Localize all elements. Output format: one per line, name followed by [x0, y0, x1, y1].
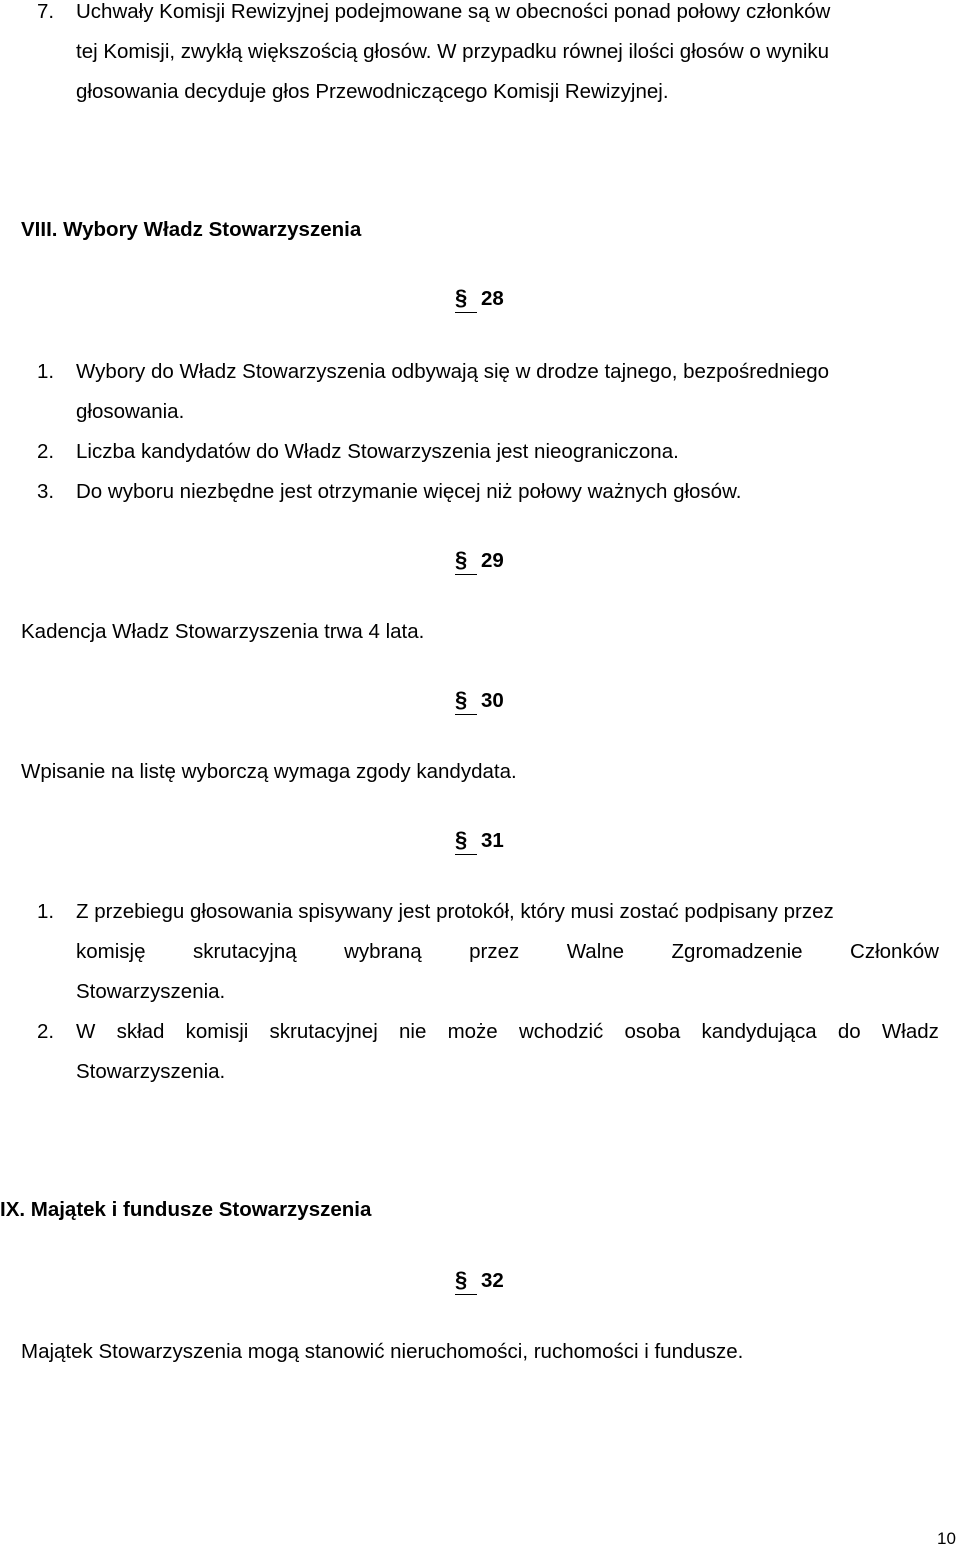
paragraph-heading-31	[455, 827, 504, 853]
word: wchodzić	[518, 1020, 604, 1043]
word: komisję	[76, 940, 146, 963]
word: W	[76, 1020, 96, 1043]
par28-item1-line1: Wybory do Władz Stowarzyszenia odbywają się w drodze tajnego, bezpośredniego	[76, 360, 830, 383]
list-number: 1.	[37, 900, 55, 923]
word: wybraną	[344, 940, 422, 963]
word: przez	[469, 940, 520, 963]
paragraph-number: 32	[481, 1269, 504, 1292]
section-sign-icon: §	[455, 285, 471, 311]
paragraph-number: 28	[481, 287, 504, 310]
par32-text: Majątek Stowarzyszenia mogą stanowić nieruchomości, ruchomości i fundusze.	[21, 1340, 744, 1363]
par31-item1-line3: Stowarzyszenia.	[76, 980, 226, 1003]
word: skład	[116, 1020, 165, 1043]
section-sign-icon: §	[455, 1267, 471, 1293]
par31-item2-line1	[76, 1022, 939, 1042]
par29-text: Kadencja Władz Stowarzyszenia trwa 4 lata.	[21, 620, 425, 643]
word: kandydująca	[701, 1020, 817, 1043]
section-sign-icon: §	[455, 547, 471, 573]
paragraph-number: 31	[481, 829, 504, 852]
item7-line-3: głosowania decyduje głos Przewodniczącego Komisji Rewizyjnej.	[76, 80, 669, 103]
word: może	[447, 1020, 498, 1043]
par30-text: Wpisanie na listę wyborczą wymaga zgody kandydata.	[21, 760, 517, 783]
word: Władz	[881, 1020, 939, 1043]
par31-item1-line2	[76, 942, 939, 962]
paragraph-heading-32	[455, 1267, 504, 1293]
par31-item2-line2: Stowarzyszenia.	[76, 1060, 226, 1083]
item7-line-2: tej Komisji, zwykłą większością głosów. W przypadku równej ilości głosów o wyniku	[76, 40, 830, 63]
section-sign-icon: §	[455, 687, 471, 713]
word: Zgromadzenie	[671, 940, 803, 963]
paragraph-number: 29	[481, 549, 504, 572]
word: Członków	[850, 940, 939, 963]
list-number: 7.	[37, 0, 55, 23]
section-heading-ix	[0, 1200, 371, 1220]
word: skrutacyjnej	[269, 1020, 378, 1043]
list-number: 2.	[37, 440, 55, 463]
par28-item2-line1: Liczba kandydatów do Władz Stowarzyszenia jest nieograniczona.	[76, 440, 679, 463]
paragraph-number: 30	[481, 689, 504, 712]
section-heading-ix-text: IX. Majątek i fundusze Stowarzyszenia	[0, 1198, 372, 1221]
paragraph-heading-30	[455, 687, 504, 713]
paragraph-heading-28	[455, 285, 504, 311]
list-number: 1.	[37, 360, 55, 383]
section-heading-viii	[21, 220, 361, 240]
word: do	[837, 1020, 861, 1043]
list-number: 2.	[37, 1020, 55, 1043]
paragraph-heading-29	[455, 547, 504, 573]
item7-line-1: Uchwały Komisji Rewizyjnej podejmowane są w obecności ponad połowy członków	[76, 0, 831, 23]
word: nie	[399, 1020, 427, 1043]
word: osoba	[624, 1020, 681, 1043]
word: skrutacyjną	[192, 940, 297, 963]
section-sign-icon: §	[455, 827, 471, 853]
word: Walne	[566, 940, 625, 963]
par31-item1-line1: Z przebiegu głosowania spisywany jest protokół, który musi zostać podpisany przez	[76, 900, 834, 923]
word: komisji	[185, 1020, 249, 1043]
page-number: 10	[937, 1529, 956, 1548]
section-heading-viii-text: VIII. Wybory Władz Stowarzyszenia	[21, 218, 362, 241]
par28-item3-line1: Do wyboru niezbędne jest otrzymanie więcej niż połowy ważnych głosów.	[76, 480, 742, 503]
list-number: 3.	[37, 480, 55, 503]
par28-item1-line2: głosowania.	[76, 400, 185, 423]
